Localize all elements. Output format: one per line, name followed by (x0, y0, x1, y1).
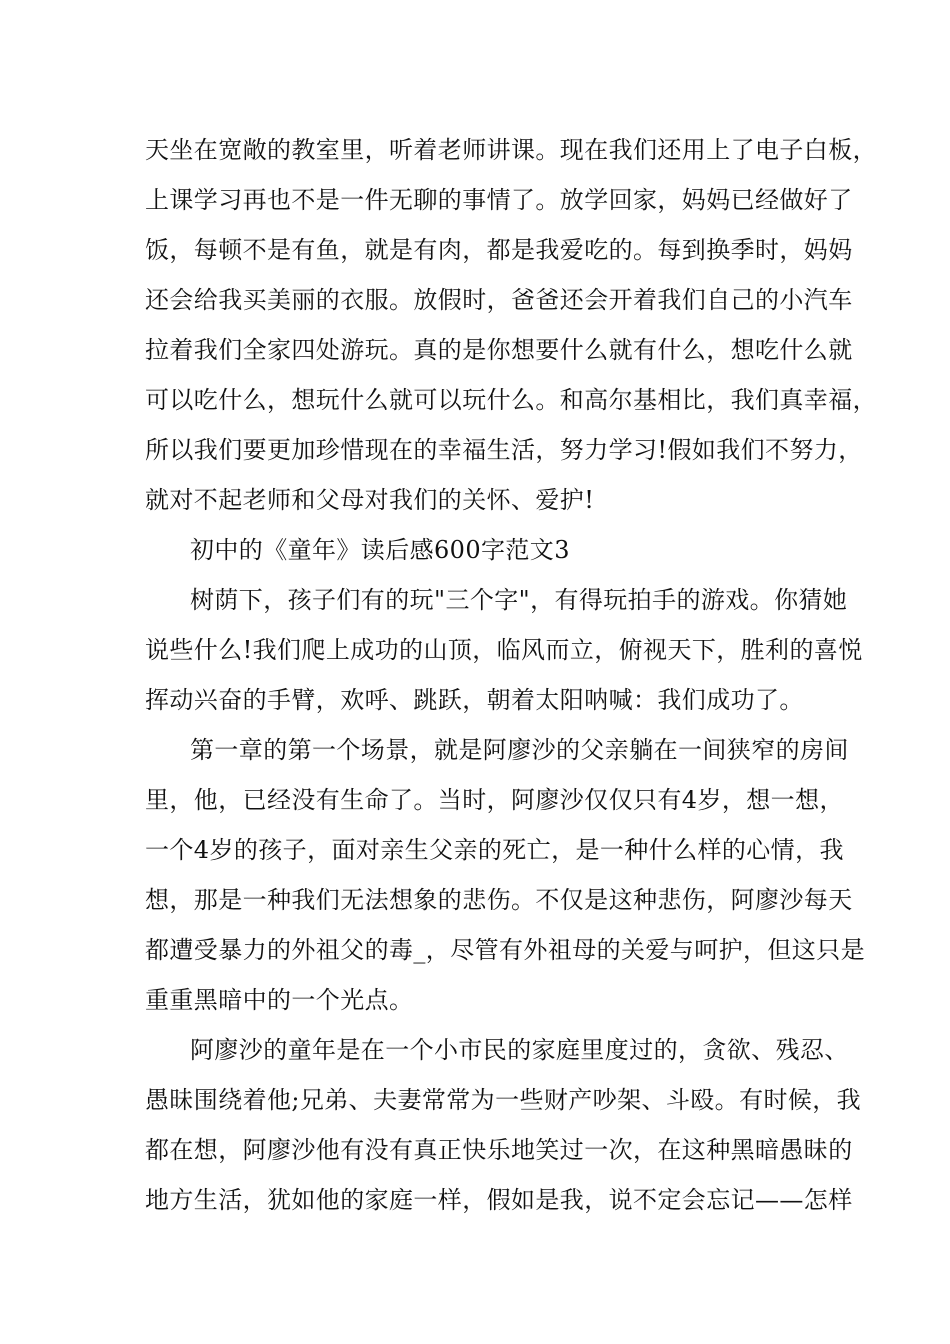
text-line: 第一章的第一个场景，就是阿廖沙的父亲躺在一间狭窄的房间 (190, 736, 849, 764)
text-line: 树荫下，孩子们有的玩"三个字"，有得玩拍手的游戏。你猜她 (190, 586, 848, 614)
text-line: 都遭受暴力的外祖父的毒_，尽管有外祖母的关爱与呵护，但这只是 (145, 936, 865, 964)
text-line: 所以我们要更加珍惜现在的幸福生活，努力学习!假如我们不努力， (145, 436, 863, 464)
text-line: 上课学习再也不是一件无聊的事情了。放学回家，妈妈已经做好了 (145, 186, 853, 214)
text-line: 可以吃什么，想玩什么就可以玩什么。和高尔基相比，我们真幸福， (145, 386, 877, 414)
text-line: 说些什么!我们爬上成功的山顶，临风而立，俯视天下，胜利的喜悦 (145, 636, 863, 664)
text-line: 就对不起老师和父母对我们的关怀、爱护! (145, 486, 595, 514)
text-line: 还会给我买美丽的衣服。放假时，爸爸还会开着我们自己的小汽车 (145, 286, 853, 314)
text-line: 饭，每顿不是有鱼，就是有肉，都是我爱吃的。每到换季时，妈妈 (145, 236, 853, 264)
text-line: 挥动兴奋的手臂，欢呼、跳跃，朝着太阳呐喊：我们成功了。 (145, 686, 804, 714)
text-line: 愚昧围绕着他;兄弟、夫妻常常为一些财产吵架、斗殴。有时候，我 (145, 1086, 862, 1114)
text-line: 重重黑暗中的一个光点。 (145, 986, 414, 1014)
text-line: 阿廖沙的童年是在一个小市民的家庭里度过的，贪欲、残忍、 (190, 1036, 849, 1064)
text-line: 一个4岁的孩子，面对亲生父亲的死亡，是一种什么样的心情，我 (145, 836, 844, 864)
text-line: 里，他，已经没有生命了。当时，阿廖沙仅仅只有4岁，想一想， (145, 786, 844, 814)
text-line: 地方生活，犹如他的家庭一样，假如是我，说不定会忘记——怎样 (145, 1186, 853, 1214)
text-line: 天坐在宽敞的教室里，听着老师讲课。现在我们还用上了电子白板， (145, 136, 877, 164)
text-line: 拉着我们全家四处游玩。真的是你想要什么就有什么，想吃什么就 (145, 336, 853, 364)
text-line: 都在想，阿廖沙他有没有真正快乐地笑过一次，在这种黑暗愚昧的 (145, 1136, 853, 1164)
text-line: 想，那是一种我们无法想象的悲伤。不仅是这种悲伤，阿廖沙每天 (145, 886, 853, 914)
section-heading: 初中的《童年》读后感600字范文3 (190, 536, 570, 564)
